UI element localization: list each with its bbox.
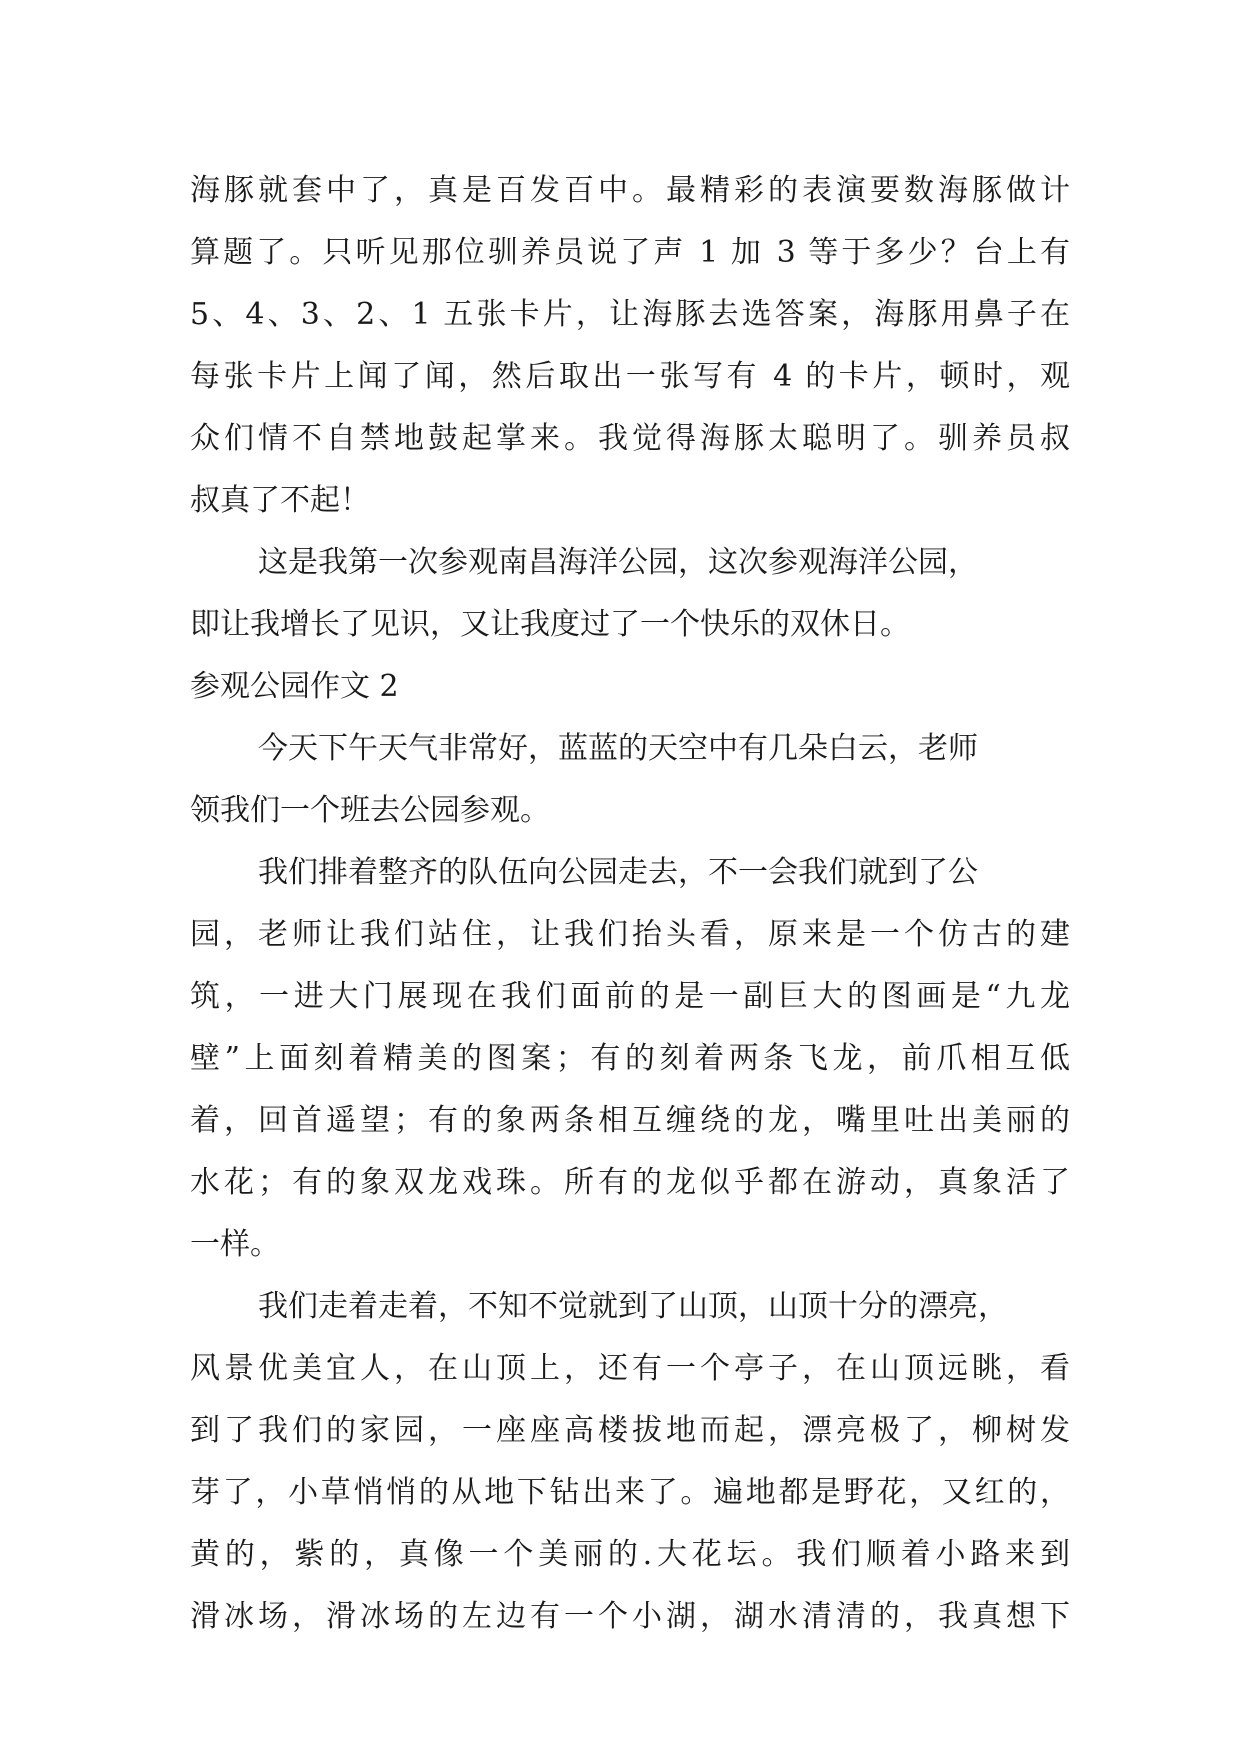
text-line: 每张卡片上闻了闻，然后取出一张写有 4 的卡片，顿时，观 <box>190 359 1070 394</box>
text-line: 众们情不自禁地鼓起掌来。我觉得海豚太聪明了。驯养员叔 <box>190 421 1070 456</box>
text-line: 壁”上面刻着精美的图案；有的刻着两条飞龙，前爪相互低 <box>190 1041 1070 1076</box>
paragraph-first-line: 这是我第一次参观南昌海洋公园，这次参观海洋公园， <box>258 545 978 580</box>
text-line: 海豚就套中了，真是百发百中。最精彩的表演要数海豚做计 <box>190 173 1070 208</box>
text-line: 着，回首遥望；有的象两条相互缠绕的龙，嘴里吐出美丽的 <box>190 1103 1070 1138</box>
text-line: 5、4、3、2、1 五张卡片，让海豚去选答案，海豚用鼻子在 <box>190 297 1070 332</box>
text-line: 叔真了不起！ <box>190 483 370 518</box>
text-line: 算题了。只听见那位驯养员说了声 1 加 3 等于多少？台上有 <box>190 235 1070 270</box>
text-line: 一样。 <box>190 1227 280 1262</box>
text-line: 即让我增长了见识，又让我度过了一个快乐的双休日。 <box>190 607 910 642</box>
text-line: 筑，一进大门展现在我们面前的是一副巨大的图画是“九龙 <box>190 979 1070 1014</box>
text-line: 园，老师让我们站住，让我们抬头看，原来是一个仿古的建 <box>190 917 1070 952</box>
text-line: 黄的，紫的，真像一个美丽的.大花坛。我们顺着小路来到 <box>190 1537 1070 1572</box>
article-body <box>190 160 1070 1648</box>
section-title: 参观公园作文 2 <box>190 669 399 704</box>
text-line: 领我们一个班去公园参观。 <box>190 793 550 828</box>
text-line: 风景优美宜人，在山顶上，还有一个亭子，在山顶远眺，看 <box>190 1351 1070 1386</box>
text-line: 到了我们的家园，一座座高楼拔地而起，漂亮极了，柳树发 <box>190 1413 1070 1448</box>
text-line: 滑冰场，滑冰场的左边有一个小湖，湖水清清的，我真想下 <box>190 1599 1070 1634</box>
text-line: 水花；有的象双龙戏珠。所有的龙似乎都在游动，真象活了 <box>190 1165 1070 1200</box>
paragraph-first-line: 今天下午天气非常好，蓝蓝的天空中有几朵白云，老师 <box>258 731 978 766</box>
text-line: 芽了，小草悄悄的从地下钻出来了。遍地都是野花，又红的， <box>190 1475 1070 1510</box>
paragraph-first-line: 我们排着整齐的队伍向公园走去，不一会我们就到了公 <box>258 855 978 890</box>
paragraph-first-line: 我们走着走着，不知不觉就到了山顶，山顶十分的漂亮， <box>258 1289 1008 1324</box>
